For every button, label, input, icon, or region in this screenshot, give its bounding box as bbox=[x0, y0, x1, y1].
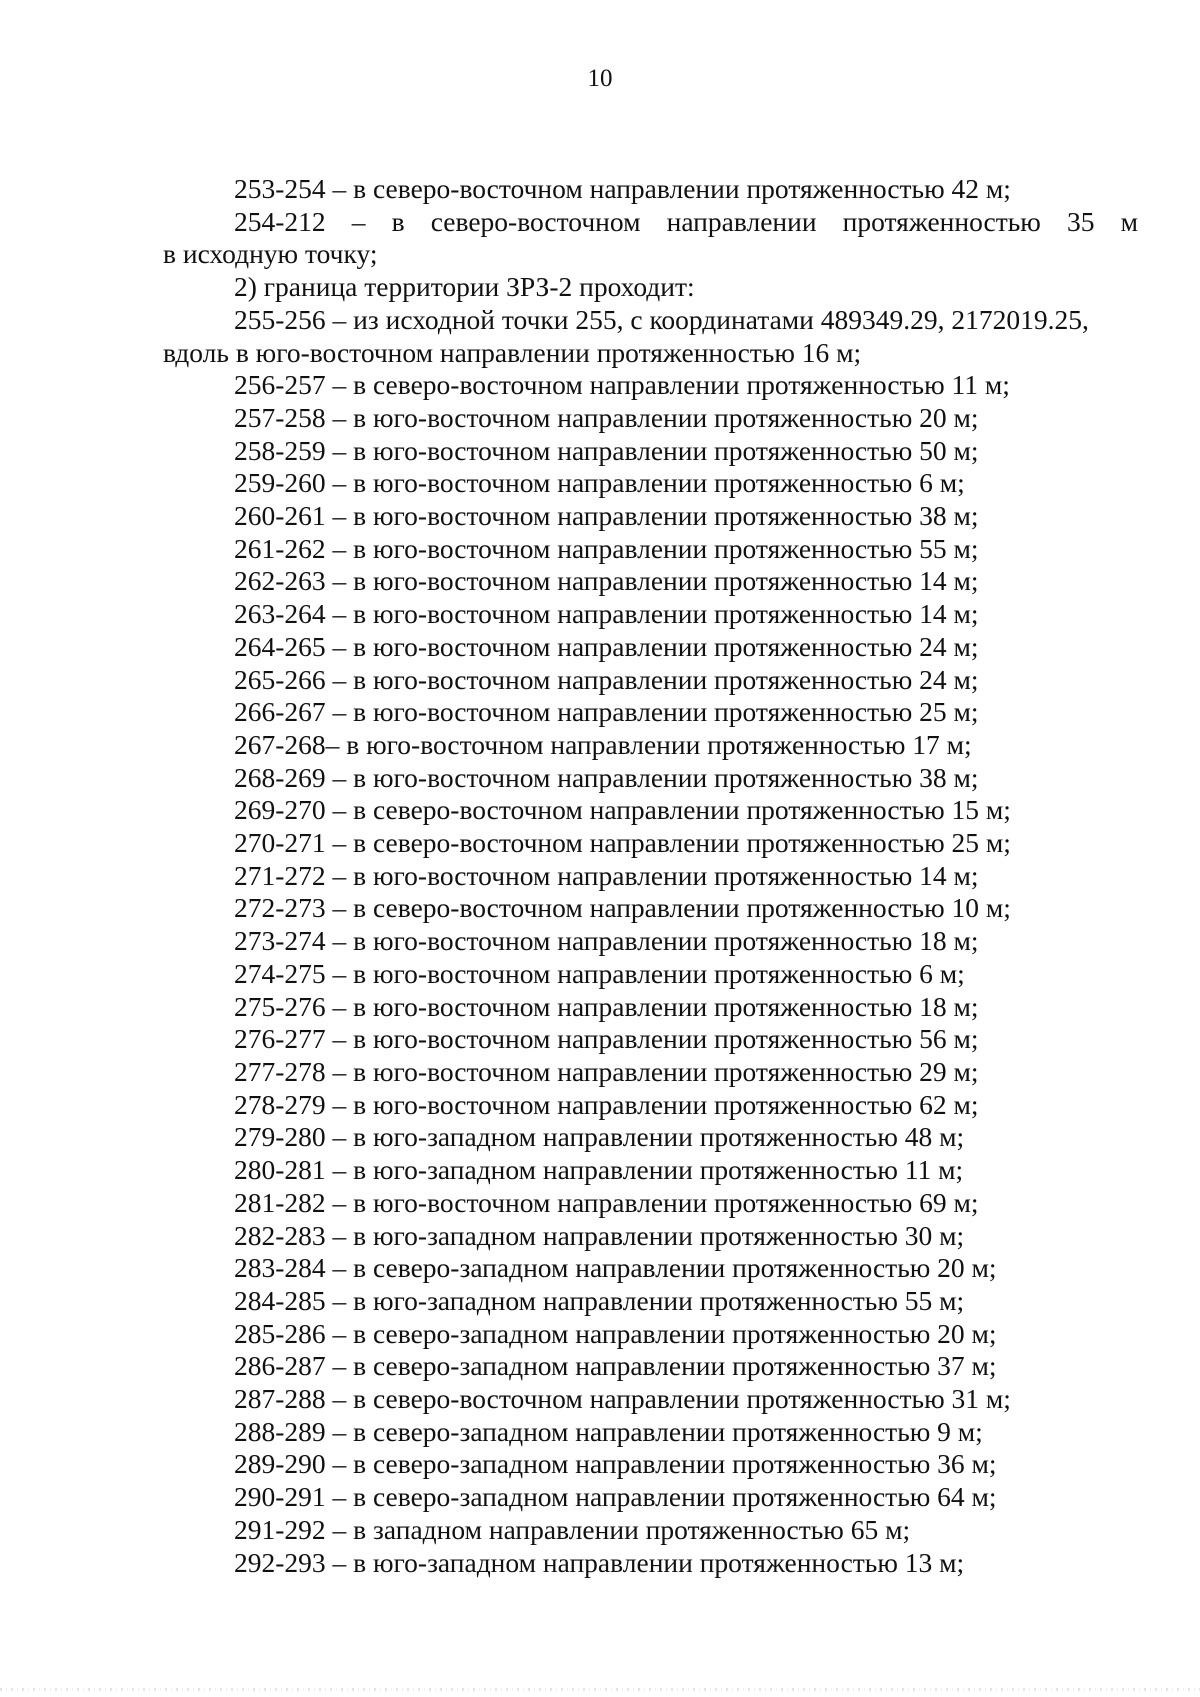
scan-edge-artifact bbox=[0, 1688, 1200, 1691]
boundary-line-254-212-continuation: в исходную точку; bbox=[163, 238, 378, 270]
boundary-line-274-275: 274-275 – в юго-восточном направлении протяженностью 6 м; bbox=[234, 957, 965, 989]
boundary-line-253-254: 253-254 – в северо-восточном направлении протяженностью 42 м; bbox=[234, 173, 1011, 204]
boundary-line-260-261: 260-261 – в юго-восточном направлении протяженностью 38 м; bbox=[234, 500, 979, 532]
boundary-line-291-292: 291-292 – в западном направлении протяженностью 65 м; bbox=[234, 1513, 911, 1545]
boundary-line-279-280: 279-280 – в юго-западном направлении протяженностью 48 м; bbox=[234, 1121, 965, 1153]
boundary-line-265-266: 265-266 – в юго-восточном направлении протяженностью 24 м; bbox=[234, 663, 979, 695]
boundary-line-275-276: 275-276 – в юго-восточном направлении протяженностью 18 м; bbox=[234, 990, 979, 1022]
boundary-line-280-281: 280-281 – в юго-западном направлении протяженностью 11 м; bbox=[234, 1154, 964, 1186]
boundary-line-270-271: 270-271 – в северо-восточном направлении протяженностью 25 м; bbox=[234, 827, 1011, 859]
boundary-line-290-291: 290-291 – в северо-западном направлении протяженностью 64 м; bbox=[234, 1481, 997, 1513]
boundary-line-285-286: 285-286 – в северо-западном направлении протяженностью 20 м; bbox=[234, 1317, 997, 1349]
boundary-line-271-272: 271-272 – в юго-восточном направлении протяженностью 14 м; bbox=[234, 859, 979, 891]
boundary-line-281-282: 281-282 – в юго-восточном направлении протяженностью 69 м; bbox=[234, 1186, 979, 1218]
boundary-line-282-283: 282-283 – в юго-западном направлении протяженностью 30 м; bbox=[234, 1219, 965, 1251]
boundary-line-278-279: 278-279 – в юго-восточном направлении протяженностью 62 м; bbox=[234, 1088, 979, 1120]
boundary-line-286-287: 286-287 – в северо-западном направлении протяженностью 37 м; bbox=[234, 1350, 997, 1382]
boundary-line-287-288: 287-288 – в северо-восточном направлении протяженностью 31 м; bbox=[234, 1383, 1011, 1415]
page-number: 10 bbox=[587, 65, 613, 92]
boundary-line-289-290: 289-290 – в северо-западном направлении протяженностью 36 м; bbox=[234, 1448, 997, 1480]
boundary-line-255-256-continuation: вдоль в юго-восточном направлении протяженностью 16 м; bbox=[163, 336, 862, 368]
boundary-line-256-257: 256-257 – в северо-восточном направлении протяженностью 11 м; bbox=[234, 369, 1010, 401]
boundary-line-268-269: 268-269 – в юго-восточном направлении протяженностью 38 м; bbox=[234, 761, 979, 793]
boundary-line-284-285: 284-285 – в юго-западном направлении протяженностью 55 м; bbox=[234, 1284, 965, 1316]
boundary-line-266-267: 266-267 – в юго-восточном направлении протяженностью 25 м; bbox=[234, 696, 979, 728]
boundary-line-254-212: 254-212 – в северо-восточном направлении протяженностью 35 м bbox=[234, 205, 1138, 237]
boundary-line-257-258: 257-258 – в юго-восточном направлении протяженностью 20 м; bbox=[234, 401, 979, 433]
boundary-line-263-264: 263-264 – в юго-восточном направлении протяженностью 14 м; bbox=[234, 598, 979, 630]
boundary-line-264-265: 264-265 – в юго-восточном направлении протяженностью 24 м; bbox=[234, 630, 979, 662]
boundary-line-292-293: 292-293 – в юго-западном направлении протяженностью 13 м; bbox=[234, 1546, 965, 1578]
boundary-line-269-270: 269-270 – в северо-восточном направлении протяженностью 15 м; bbox=[234, 794, 1011, 826]
boundary-line-259-260: 259-260 – в юго-восточном направлении протяженностью 6 м; bbox=[234, 467, 965, 499]
boundary-line-272-273: 272-273 – в северо-восточном направлении протяженностью 10 м; bbox=[234, 892, 1011, 924]
boundary-line-261-262: 261-262 – в юго-восточном направлении протяженностью 55 м; bbox=[234, 532, 979, 564]
zrz-2-heading: 2) граница территории ЗРЗ-2 проходит: bbox=[234, 271, 695, 303]
boundary-line-267-268: 267-268– в юго-восточном направлении протяженностью 17 м; bbox=[234, 728, 972, 760]
boundary-line-258-259: 258-259 – в юго-восточном направлении протяженностью 50 м; bbox=[234, 434, 979, 466]
boundary-line-262-263: 262-263 – в юго-восточном направлении протяженностью 14 м; bbox=[234, 565, 979, 597]
boundary-line-276-277: 276-277 – в юго-восточном направлении протяженностью 56 м; bbox=[234, 1023, 979, 1055]
boundary-line-288-289: 288-289 – в северо-западном направлении протяженностью 9 м; bbox=[234, 1415, 983, 1447]
boundary-line-273-274: 273-274 – в юго-восточном направлении протяженностью 18 м; bbox=[234, 925, 979, 957]
boundary-line-283-284: 283-284 – в северо-западном направлении протяженностью 20 м; bbox=[234, 1252, 997, 1284]
boundary-line-277-278: 277-278 – в юго-восточном направлении протяженностью 29 м; bbox=[234, 1055, 979, 1087]
document-body bbox=[163, 173, 1138, 1579]
boundary-line-255-256: 255-256 – из исходной точки 255, с координатами 489349.29, 2172019.25, bbox=[234, 303, 1089, 335]
